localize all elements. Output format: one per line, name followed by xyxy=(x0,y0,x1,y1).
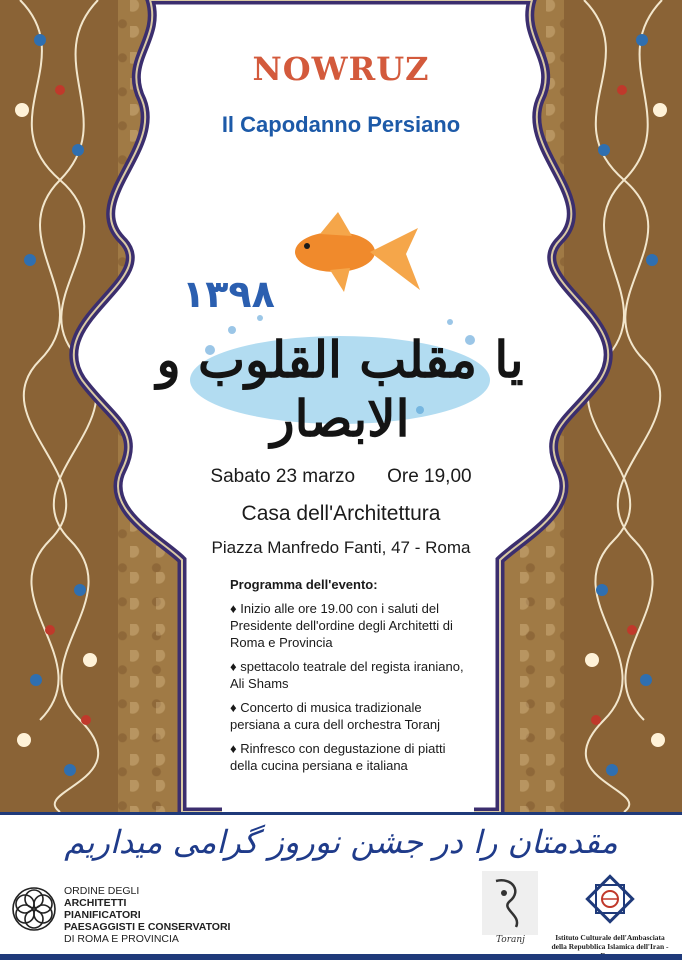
architects-order-logo-icon xyxy=(10,885,58,933)
persian-year: ١٣٩٨ xyxy=(182,272,275,316)
architects-order-text: ORDINE DEGLI ARCHITETTI PIANIFICATORI PAESAGGISTI E CONSERVATORI DI ROMA E PROVINCIA xyxy=(64,885,231,945)
cultural-institute-logo-icon xyxy=(584,873,636,925)
toranj-orchestra-logo-icon xyxy=(482,871,538,935)
diamond-bullet-icon: ♦ xyxy=(230,601,237,616)
poster-subtitle: Il Capodanno Persiano xyxy=(221,112,461,137)
calligraphy-text: یا مقلب القلوب و الابصار xyxy=(156,330,524,448)
event-date: Sabato 23 marzo xyxy=(210,466,356,487)
diamond-bullet-icon: ♦ xyxy=(230,700,237,715)
footer xyxy=(0,812,682,960)
event-address: Piazza Manfredo Fanti, 47 - Roma xyxy=(211,538,471,557)
program-box xyxy=(222,572,474,816)
program-item: ♦ Inizio alle ore 19.00 con i saluti del Presidente dell'ordine degli Architetti di Roma e Provincia xyxy=(230,601,453,650)
program-item: ♦ Concerto di musica tradizionale persiana a cura dell orchestra Toranj xyxy=(230,700,441,732)
event-time: Ore 19,00 xyxy=(387,466,472,487)
diamond-bullet-icon: ♦ xyxy=(230,659,237,674)
persian-welcome-text: مقدمتان را در جشن نوروز گرامی میداریم xyxy=(64,823,618,861)
diamond-bullet-icon: ♦ xyxy=(230,741,237,756)
event-venue: Casa dell'Architettura xyxy=(241,502,441,525)
poster-title: NOWRUZ xyxy=(252,50,430,88)
program-item: ♦ Rinfresco con degustazione di piatti della cucina persiana e italiana xyxy=(230,741,446,773)
bottom-bar xyxy=(0,954,682,960)
event-datetime xyxy=(0,466,682,488)
toranj-label: Toranj xyxy=(496,935,525,945)
program-heading: Programma dell'evento: xyxy=(230,577,378,592)
cultural-institute-text: Istituto Culturale dell'Ambasciata della Repubblica Islamica dell'Iran - xyxy=(551,933,669,951)
program-item: ♦ spettacolo teatrale del regista iraniano, Ali Shams xyxy=(230,659,464,691)
